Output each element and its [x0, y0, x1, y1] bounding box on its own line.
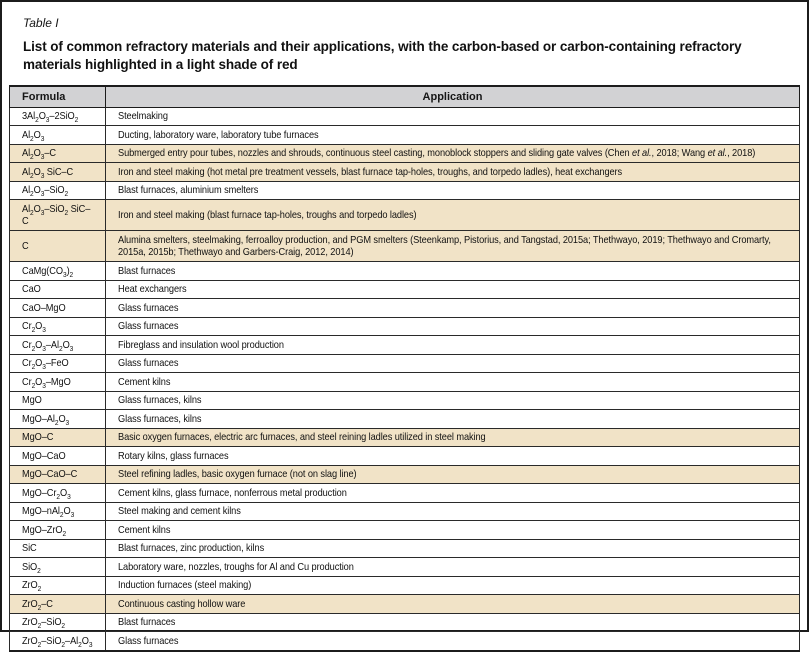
table-row	[10, 391, 800, 410]
table-body	[10, 107, 800, 651]
application-cell: Ducting, laboratory ware, laboratory tube furnaces	[106, 126, 800, 145]
table-row	[10, 317, 800, 336]
formula-cell: MgO	[10, 391, 106, 410]
formula-cell: MgO–CaO	[10, 447, 106, 466]
table-row	[10, 200, 800, 231]
table-row	[10, 280, 800, 299]
table-row	[10, 595, 800, 614]
formula-cell: CaO	[10, 280, 106, 299]
table-row	[10, 428, 800, 447]
table-row	[10, 354, 800, 373]
application-cell: Laboratory ware, nozzles, troughs for Al and Cu production	[106, 558, 800, 577]
table-row	[10, 539, 800, 558]
table-header-row	[10, 86, 800, 108]
formula-cell: SiC	[10, 539, 106, 558]
application-cell: Steelmaking	[106, 107, 800, 126]
application-cell: Steel refining ladles, basic oxygen furnace (not on slag line)	[106, 465, 800, 484]
application-cell: Blast furnaces	[106, 613, 800, 632]
table-row	[10, 410, 800, 429]
application-cell: Blast furnaces	[106, 262, 800, 281]
formula-cell: MgO–$nAl_2O_3$	[10, 502, 106, 521]
formula-cell: $Cr_2O_3$–MgO	[10, 373, 106, 392]
table-row	[10, 576, 800, 595]
table-row	[10, 144, 800, 163]
formula-cell: $Al_2O_3-SiO_2$ SiC–C	[10, 200, 106, 231]
application-cell: Iron and steel making (blast furnace tap-holes, troughs and torpedo ladles)	[106, 200, 800, 231]
formula-cell: $Al_2O_3-C$	[10, 144, 106, 163]
application-cell: Steel making and cement kilns	[106, 502, 800, 521]
application-cell: Glass furnaces	[106, 632, 800, 651]
refractory-table	[9, 85, 800, 652]
application-cell: Induction furnaces (steel making)	[106, 576, 800, 595]
table-row	[10, 558, 800, 577]
table-row	[10, 163, 800, 182]
table-row	[10, 632, 800, 651]
table-row	[10, 613, 800, 632]
application-cell: Heat exchangers	[106, 280, 800, 299]
application-cell: Submerged entry pour tubes, nozzles and shrouds, continuous steel casting, monoblock stoppers and sliding gate valves (Chen et al., 2018; Wang et al., 2018)	[106, 144, 800, 163]
column-header-application: Application	[106, 86, 800, 108]
application-cell: Cement kilns, glass furnace, nonferrous metal production	[106, 484, 800, 503]
application-cell: Rotary kilns, glass furnaces	[106, 447, 800, 466]
application-cell: Glass furnaces	[106, 317, 800, 336]
table-row	[10, 181, 800, 200]
application-cell: Cement kilns	[106, 373, 800, 392]
table-row	[10, 484, 800, 503]
application-cell: Glass furnaces	[106, 299, 800, 318]
application-cell: Glass furnaces, kilns	[106, 391, 800, 410]
formula-cell: ZrO$_2$–C	[10, 595, 106, 614]
table-caption-label: Table I	[23, 16, 59, 30]
application-cell: Continuous casting hollow ware	[106, 595, 800, 614]
table-title: List of common refractory materials and their applications, with the carbon-based or carbon-containing refractory materials highlighted in a light shade of red	[23, 39, 742, 72]
formula-cell: $ZrO_2-SiO_2-Al_2O_3$	[10, 632, 106, 651]
table-row	[10, 231, 800, 262]
table-row	[10, 262, 800, 281]
formula-cell: C	[10, 231, 106, 262]
formula-cell: MgO–C	[10, 428, 106, 447]
application-cell: Basic oxygen furnaces, electric arc furnaces, and steel reining ladles utilized in steel making	[106, 428, 800, 447]
application-cell: Blast furnaces, aluminium smelters	[106, 181, 800, 200]
formula-cell: $Cr_2O_3$	[10, 317, 106, 336]
table-row	[10, 373, 800, 392]
formula-cell: MgO–CaO–C	[10, 465, 106, 484]
table-row	[10, 336, 800, 355]
formula-cell: $Al_2O_3$	[10, 126, 106, 145]
application-cell: Fibreglass and insulation wool production	[106, 336, 800, 355]
formula-cell: $CaMg(CO_3)_2$	[10, 262, 106, 281]
formula-cell: MgO–ZrO$_2$	[10, 521, 106, 540]
formula-cell: MgO–$Al_2O_3$	[10, 410, 106, 429]
table-row	[10, 465, 800, 484]
application-cell: Glass furnaces, kilns	[106, 410, 800, 429]
application-cell: Alumina smelters, steelmaking, ferroalloy production, and PGM smelters (Steenkamp, Pistorius, and Tangstad, 2015a; Thethwayo, 2019; Thethwayo and Cromarty, 2015a, 2015b; Thethwayo and Garbers-Craig, 2012, 2014)	[106, 231, 800, 262]
table-row	[10, 299, 800, 318]
application-cell: Blast furnaces, zinc production, kilns	[106, 539, 800, 558]
application-cell: Iron and steel making (hot metal pre treatment vessels, blast furnace tap-holes, troughs, and torpedo ladles), heat exchangers	[106, 163, 800, 182]
column-header-formula: Formula	[10, 86, 106, 108]
table-row	[10, 126, 800, 145]
table-row	[10, 521, 800, 540]
table-row	[10, 502, 800, 521]
application-cell: Cement kilns	[106, 521, 800, 540]
formula-cell: $Al_2O_3-SiO_2$	[10, 181, 106, 200]
table-row	[10, 107, 800, 126]
formula-cell: $Cr_2O_3$–FeO	[10, 354, 106, 373]
formula-cell: SiO$_2$	[10, 558, 106, 577]
formula-cell: $Cr_2O_3-Al_2O_3$	[10, 336, 106, 355]
formula-cell: ZrO$_2$	[10, 576, 106, 595]
formula-cell: MgO–$Cr_2O_3$	[10, 484, 106, 503]
formula-cell: ZrO$_2$–SiO$_2$	[10, 613, 106, 632]
formula-cell: CaO–MgO	[10, 299, 106, 318]
formula-cell: $3Al_2O_3-2SiO_2$	[10, 107, 106, 126]
formula-cell: $Al_2O_3$ SiC–C	[10, 163, 106, 182]
table-row	[10, 447, 800, 466]
application-cell: Glass furnaces	[106, 354, 800, 373]
